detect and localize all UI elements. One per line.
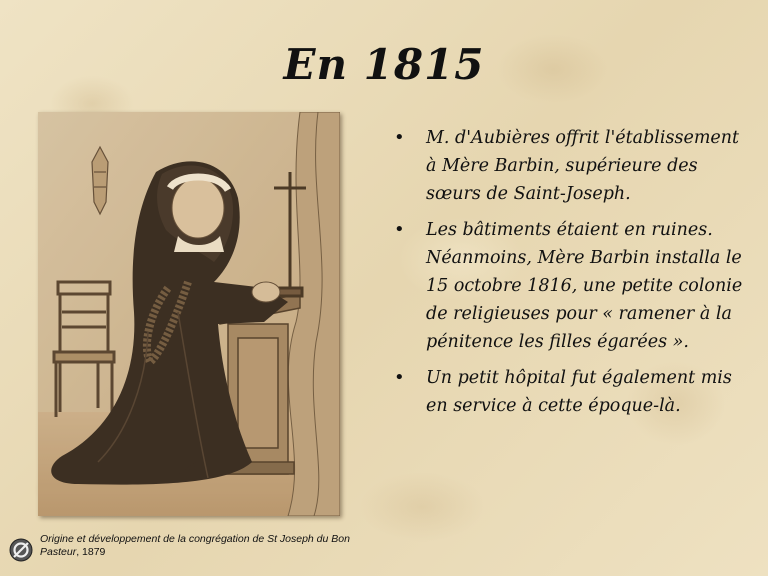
bullet-list <box>392 124 752 428</box>
bullet-item <box>392 124 752 208</box>
public-domain-icon <box>9 538 33 562</box>
bullet-marker: • <box>394 219 405 240</box>
bullet-text: M. d'Aubières offrit l'établissement à Mère Barbin, supérieure des sœurs de Saint-Joseph. <box>426 128 740 204</box>
bullet-text: Un petit hôpital fut également mis en service à cette époque-là. <box>426 368 732 416</box>
illustration-kneeling-nun <box>38 112 340 516</box>
caption-title: Origine et développement de la congrégation de St Joseph du Bon Pasteur <box>40 533 350 558</box>
bullet-item <box>392 216 752 356</box>
image-caption <box>40 533 370 559</box>
bullet-marker: • <box>394 367 405 388</box>
bullet-item <box>392 364 752 420</box>
bullet-marker: • <box>394 127 405 148</box>
caption-year: , 1879 <box>76 546 106 558</box>
slide-title: En 1815 <box>283 40 485 89</box>
bullet-text: Les bâtiments étaient en ruines. Néanmoins, Mère Barbin installa le 15 octobre 1816, une petite colonie de religieuses pour « ramener à la pénitence les filles égarées ». <box>426 220 743 352</box>
